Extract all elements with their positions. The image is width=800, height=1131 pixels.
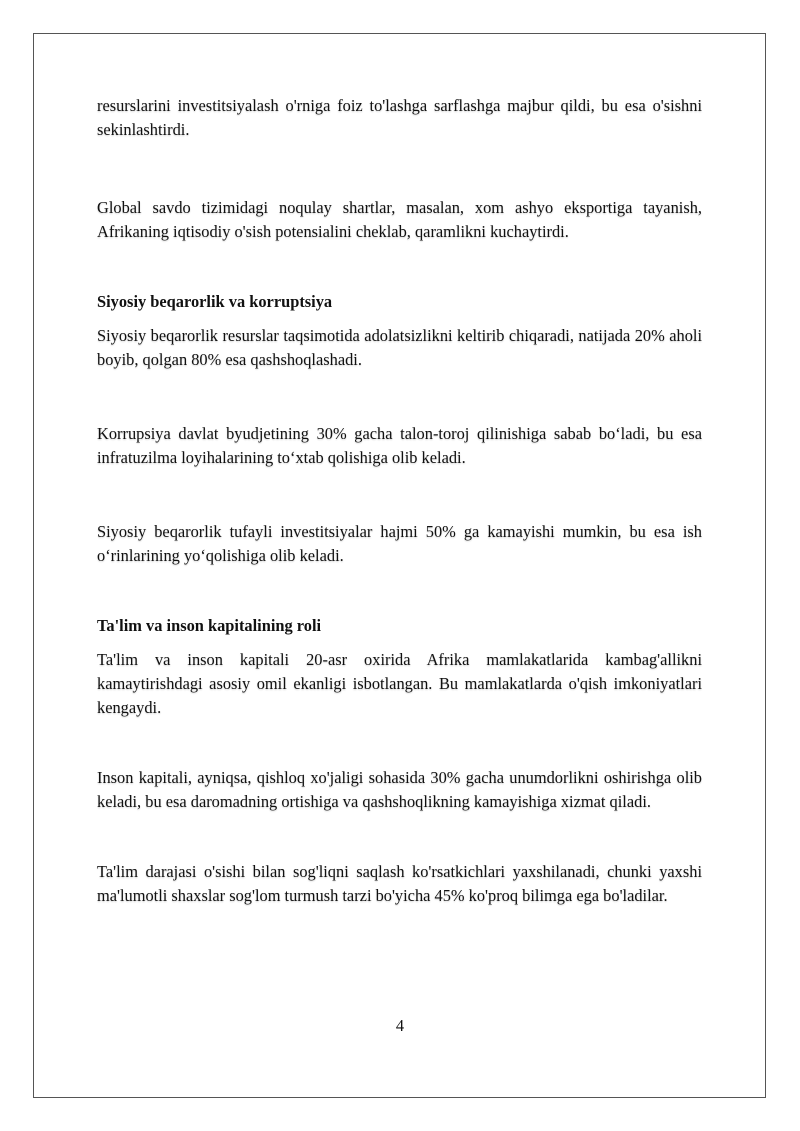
paragraph-investment-decline: Siyosiy beqarorlik tufayli investitsiyalar hajmi 50% ga kamayishi mumkin, bu esa ish o‘rinlarining yo‘qolishiga olib keladi. [97, 522, 702, 565]
paragraph-corruption-budget: Korrupsiya davlat byudjetining 30% gacha talon-toroj qilinishiga sabab bo‘ladi, bu esa infratuzilma loyihalarining to‘xtab qolishiga olib keladi. [97, 424, 702, 467]
paragraph-health-indicators: Ta'lim darajasi o'sishi bilan sog'liqni saqlash ko'rsatkichlari yaxshilanadi, chunki yaxshi ma'lumotli shaxslar sog'lom turmush tarzi bo'yicha 45% ko'proq bilimga ega bo'ladilar. [97, 862, 702, 905]
paragraph-interest-payments: resurslarini investitsiyalash o'rniga foiz to'lashga sarflashga majbur qildi, bu esa o'sishni sekinlashtirdi. [97, 96, 702, 139]
paragraph-resource-distribution: Siyosiy beqarorlik resurslar taqsimotida adolatsizlikni keltirib chiqaradi, natijada 20% aholi boyib, qolgan 80% esa qashshoqlashadi. [97, 326, 702, 369]
page-content [97, 94, 702, 908]
section-heading-political-instability: Siyosiy beqarorlik va korruptsiya [97, 292, 333, 311]
section-heading-education-human-capital: Ta'lim va inson kapitalining roli [97, 616, 322, 635]
paragraph-education-poverty: Ta'lim va inson kapitali 20-asr oxirida Afrika mamlakatlarida kambag'allikni kamaytirishdagi asosiy omil ekanligi isbotlangan. Bu mamlakatlarda o'qish imkoniyatlari kengaydi. [97, 650, 702, 717]
page-number: 4 [395, 1016, 405, 1035]
paragraph-agriculture-productivity: Inson kapitali, ayniqsa, qishloq xo'jaligi sohasida 30% gacha unumdorlikni oshirishga olib keladi, bu esa daromadning ortishiga va qashshoqlikning kamayishiga xizmat qiladi. [97, 768, 702, 811]
paragraph-global-trade: Global savdo tizimidagi noqulay shartlar, masalan, xom ashyo eksportiga tayanish, Afrikaning iqtisodiy o'sish potensialini cheklab, qaramlikni kuchaytirdi. [97, 198, 702, 241]
